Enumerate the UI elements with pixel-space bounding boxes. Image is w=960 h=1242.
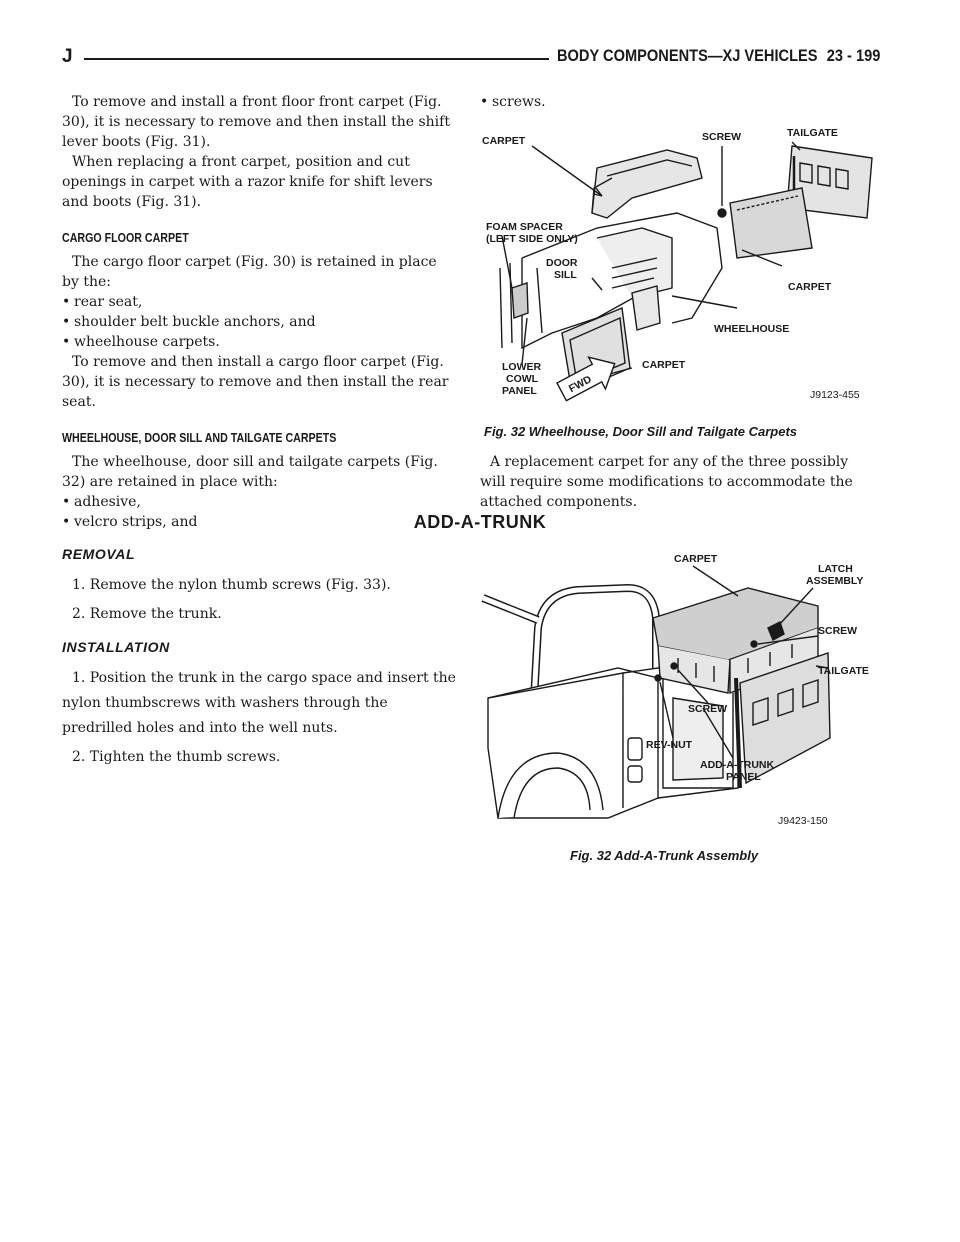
label-add-a-trunk: ADD-A-TRUNK [700,759,775,771]
label-latch-assembly: ASSEMBLY [806,575,864,587]
figure-caption: Fig. 32 Wheelhouse, Door Sill and Tailgate Carpets [484,424,798,439]
list-item: • rear seat, [62,294,143,310]
heading-wheelhouse-carpets: WHEELHOUSE, DOOR SILL AND TAILGATE CARPETS [62,430,337,445]
header-title: BODY COMPONENTS—XJ VEHICLES [557,46,818,65]
label-panel: PANEL [726,771,761,783]
page-header [62,46,880,74]
section-title: ADD-A-TRUNK [413,512,547,532]
removal-heading: REMOVAL [62,546,136,562]
list-item: • velcro strips, and [62,514,198,530]
label-tailgate: TAILGATE [818,665,869,677]
label-carpet-bottom: CARPET [642,359,686,371]
list-item: • wheelhouse carpets. [62,334,220,350]
label-screw-right: SCREW [818,625,858,637]
label-wheelhouse: WHEELHOUSE [714,323,790,335]
figure-add-a-trunk [478,548,878,838]
fwd-label: FWD [566,373,594,396]
label-latch: LATCH [818,563,853,575]
label-cowl: COWL [506,373,539,385]
list-item: • adhesive, [62,494,141,510]
paragraph: A replacement carpet for any of the three possibly will require some modifications to accommodate the attached components. [480,454,853,510]
paragraph: To remove and then install a cargo floor carpet (Fig. 30), it is necessary to remove and then install the rear seat. [62,354,449,410]
label-rev-nut: REV-NUT [646,739,693,751]
label-lower: LOWER [502,361,542,373]
figure-code: J9423-150 [778,815,828,827]
paragraph: The cargo floor carpet (Fig. 30) is retained in place by the: [62,254,437,290]
label-screw: SCREW [702,131,742,143]
label-panel: PANEL [502,385,537,397]
list-item: 2. Tighten the thumb screws. [72,749,281,765]
label-foam-spacer: FOAM SPACER [486,221,563,233]
header-letter: J [62,46,73,67]
paragraph: When replacing a front carpet, position and cut openings in carpet with a razor knife for shift levers and boots (Fig. 31). [62,154,433,210]
list-item: • shoulder belt buckle anchors, and [62,314,316,330]
list-item: 1. Remove the nylon thumb screws (Fig. 33). [72,577,391,593]
list-item: • screws. [480,94,546,110]
header-rule [84,58,549,60]
figure-wheelhouse-carpets [482,118,882,418]
figure-code: J9123-455 [810,389,860,401]
label-screw-mid: SCREW [688,703,728,715]
heading-cargo-floor-carpet: CARGO FLOOR CARPET [62,230,189,245]
label-door: DOOR [546,257,578,269]
label-sill: SILL [554,269,577,281]
installation-heading: INSTALLATION [62,639,170,655]
figure-caption: Fig. 32 Add-A-Trunk Assembly [570,848,759,863]
label-foam-spacer-side: (LEFT SIDE ONLY) [486,233,578,245]
label-carpet: CARPET [482,135,526,147]
left-column [62,92,458,532]
list-item: 2. Remove the trunk. [72,606,222,622]
label-tailgate: TAILGATE [787,127,838,139]
list-item: 1. Position the trunk in the cargo space and insert the nylon thumbscrews with washers through the predrilled holes and into the well nuts. [62,670,456,736]
paragraph: To remove and install a front floor front carpet (Fig. 30), it is necessary to remove and then install the shift lever boots (Fig. 31). [62,94,450,150]
paragraph: The wheelhouse, door sill and tailgate carpets (Fig. 32) are retained in place with: [62,454,438,490]
right-column-bottom [480,452,876,512]
page-number: 23 - 199 [826,46,880,65]
add-a-trunk-text [62,542,458,774]
right-column-top [480,92,876,112]
label-carpet: CARPET [674,553,718,565]
label-carpet-right: CARPET [788,281,832,293]
